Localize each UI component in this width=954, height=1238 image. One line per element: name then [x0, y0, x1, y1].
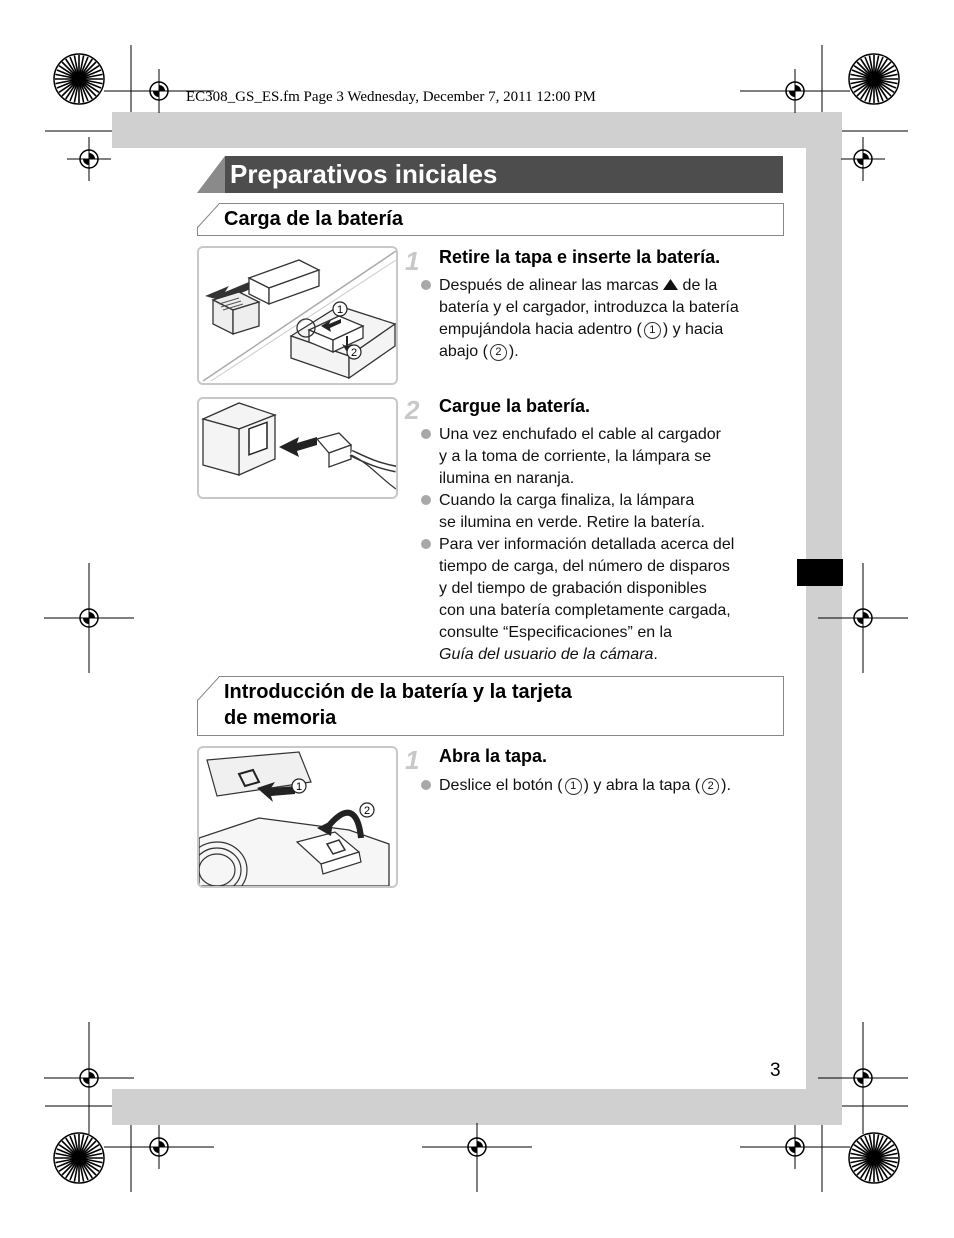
bullet-icon	[421, 429, 431, 439]
illustration-battery-insert	[197, 246, 398, 385]
illustration-label-1: 1	[336, 304, 344, 316]
step-title: Retire la tapa e inserte la batería.	[439, 247, 721, 267]
manual-reference: Guía del usuario de la cámara	[439, 646, 654, 663]
circled-number-2: 2	[490, 344, 507, 361]
step-title: Cargue la batería.	[439, 396, 591, 416]
bullet-icon	[421, 539, 431, 549]
bullet-icon	[421, 495, 431, 505]
page-number: 3	[770, 1060, 781, 1081]
bullet-text: Cuando la carga finaliza, la lámpara se ilumina en verde. Retire la batería.	[439, 492, 705, 531]
bullet-text: Una vez enchufado el cable al cargador y a la toma de corriente, la lámpara se ilumina en naranja.	[439, 426, 721, 487]
bullet-text: Para ver información detallada acerca del tiempo de carga, del número de disparos y del tiempo de grabación disponibles con una batería completamente cargada, consulte “Especificaciones” en la Guía del usuario de la cámara.	[439, 536, 735, 663]
step-number: 2	[405, 395, 420, 425]
step-body-text: Después de alinear las marcas de la batería y el cargador, introduzca la batería empujándola hacia adentro ( 1 ) y hacia abajo ( 2 ).	[439, 277, 739, 360]
bullet-icon	[421, 280, 431, 290]
title-corner-icon	[197, 156, 225, 193]
bullet-text: Deslice el botón ( 1 ) y abra la tapa ( 2 ).	[439, 777, 731, 794]
section-title-charging: Carga de la batería	[224, 208, 403, 230]
file-header: EC308_GS_ES.fm Page 3 Wednesday, December 7, 2011 12:00 PM	[186, 89, 596, 105]
page-title: Preparativos iniciales	[230, 159, 498, 189]
circled-number-1: 1	[565, 778, 582, 795]
section-corner-icon	[197, 676, 219, 709]
section-corner-icon	[197, 203, 219, 236]
illustration-charger-plug	[197, 397, 398, 499]
triangle-up-icon	[663, 279, 678, 290]
circled-number-1: 1	[644, 322, 661, 339]
section-title-insert: Introducción de la batería y la tarjeta de memoria	[224, 681, 572, 729]
illustration-label-1: 1	[295, 781, 303, 793]
step-number: 1	[405, 745, 420, 775]
illustration-label-2: 2	[350, 347, 358, 359]
circled-number-2: 2	[702, 778, 719, 795]
step-number: 1	[405, 246, 420, 276]
bullet-icon	[421, 780, 431, 790]
illustration-label-2: 2	[363, 805, 371, 817]
illustration-open-cover	[197, 746, 398, 888]
step-title: Abra la tapa.	[439, 746, 548, 766]
